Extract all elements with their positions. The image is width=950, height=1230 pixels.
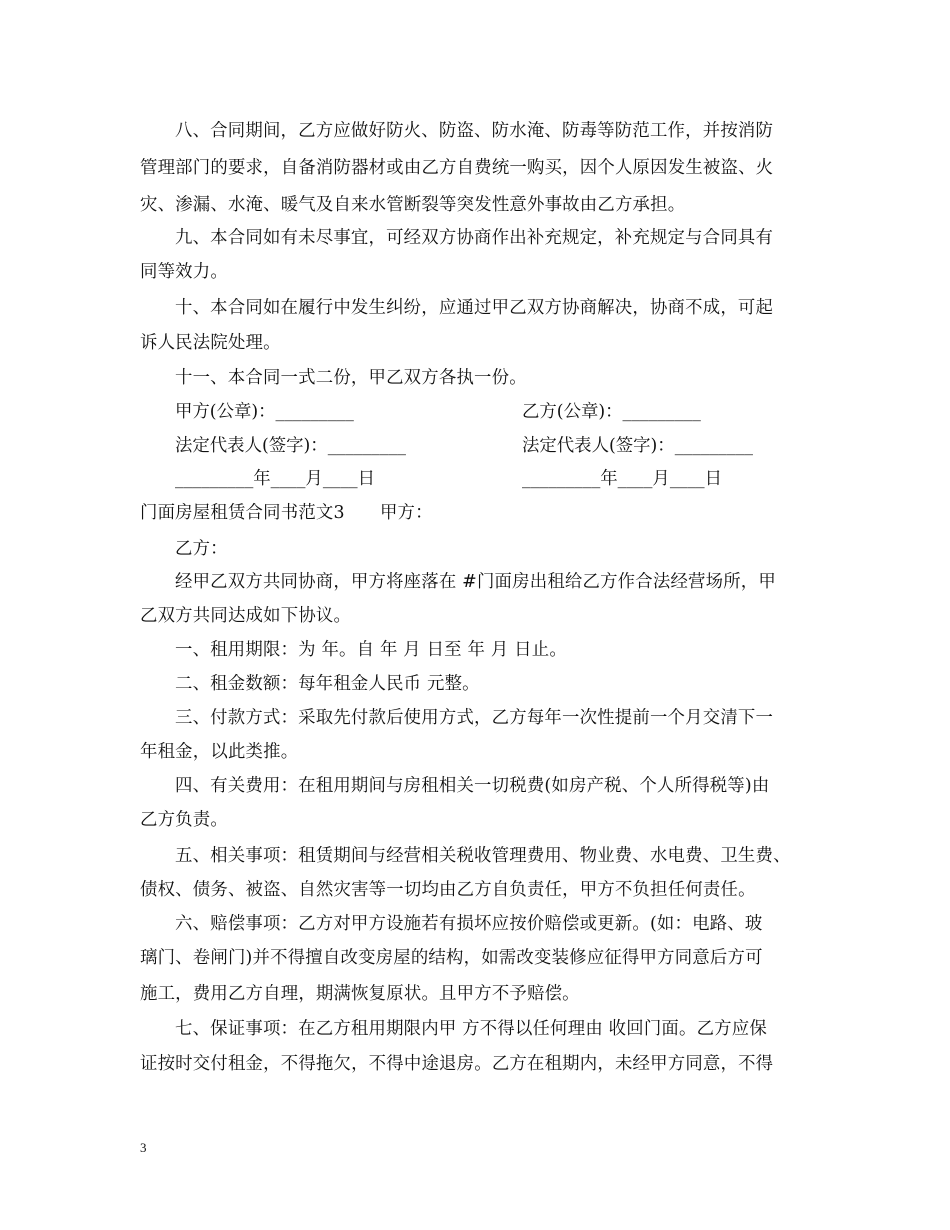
term-5-line-2: 债权、债务、被盗、自然灾害等一切均由乙方自负责任，甲方不负担任何责任。	[140, 880, 756, 900]
party-b-representative: 法定代表人(签字)：_________	[522, 436, 753, 456]
term-7-line-2: 证按时交付租金，不得拖欠，不得中途退房。乙方在租期内，未经甲方同意，不得	[140, 1054, 774, 1074]
intro-line-2: 乙双方共同达成如下协议。	[140, 606, 352, 626]
clause-9-line-2: 同等效力。	[140, 262, 228, 282]
clause-8-line-1: 八、合同期间，乙方应做好防火、防盗、防水淹、防毒等防范工作，并按消防	[175, 121, 774, 141]
party-a-date: _________年____月____日	[175, 469, 375, 489]
term-6-line-1: 六、赔偿事项：乙方对甲方设施若有损坏应按价赔偿或更新。(如：电路、玻	[175, 914, 763, 934]
clause-10-line-1: 十、本合同如在履行中发生纠纷，应通过甲乙双方协商解决，协商不成，可起	[175, 298, 774, 318]
term-5-line-1: 五、相关事项：租赁期间与经营相关税收管理费用、物业费、水电费、卫生费、	[175, 846, 791, 866]
term-4-line-2: 乙方负责。	[140, 810, 228, 830]
party-a-seal: 甲方(公章)：_________	[175, 402, 354, 422]
term-2: 二、租金数额：每年租金人民币 元整。	[175, 674, 480, 694]
term-1: 一、租用期限：为 年。自 年 月 日至 年 月 日止。	[175, 640, 567, 660]
term-6-line-3: 施工，费用乙方自理，期满恢复原状。且甲方不予赔偿。	[140, 984, 580, 1004]
party-b-seal: 乙方(公章)：_________	[522, 402, 701, 422]
section-title: 门面房屋租赁合同书范文3 甲方：	[140, 503, 433, 523]
term-6-line-2: 璃门、卷闸门)并不得擅自改变房屋的结构，如需改变装修应征得甲方同意后方可	[140, 948, 763, 968]
clause-8-line-2: 管理部门的要求，自备消防器材或由乙方自费统一购买，因个人原因发生被盗、火	[140, 158, 774, 178]
page-number: 3	[140, 1140, 147, 1155]
party-a-representative: 法定代表人(签字)：_________	[175, 436, 406, 456]
party-b-date: _________年____月____日	[522, 469, 722, 489]
term-4-line-1: 四、有关费用：在租用期间与房租相关一切税费(如房产税、个人所得税等)由	[175, 776, 770, 796]
clause-8-line-3: 灾、渗漏、水淹、暖气及自来水管断裂等突发性意外事故由乙方承担。	[140, 195, 686, 215]
term-3-line-2: 年租金，以此类推。	[140, 742, 299, 762]
clause-9-line-1: 九、本合同如有未尽事宜，可经双方协商作出补充规定，补充规定与合同具有	[175, 228, 774, 248]
term-3-line-1: 三、付款方式：采取先付款后使用方式，乙方每年一次性提前一个月交清下一	[175, 708, 774, 728]
clause-10-line-2: 诉人民法院处理。	[140, 333, 281, 353]
party-b-line: 乙方：	[175, 539, 228, 559]
clause-11: 十一、本合同一式二份，甲乙双方各执一份。	[175, 368, 527, 388]
intro-line-1: 经甲乙双方共同协商，甲方将座落在 #门面房出租给乙方作合法经营场所，甲	[175, 572, 776, 592]
term-7-line-1: 七、保证事项：在乙方租用期限内甲 方不得以任何理由 收回门面。乙方应保	[175, 1019, 767, 1039]
